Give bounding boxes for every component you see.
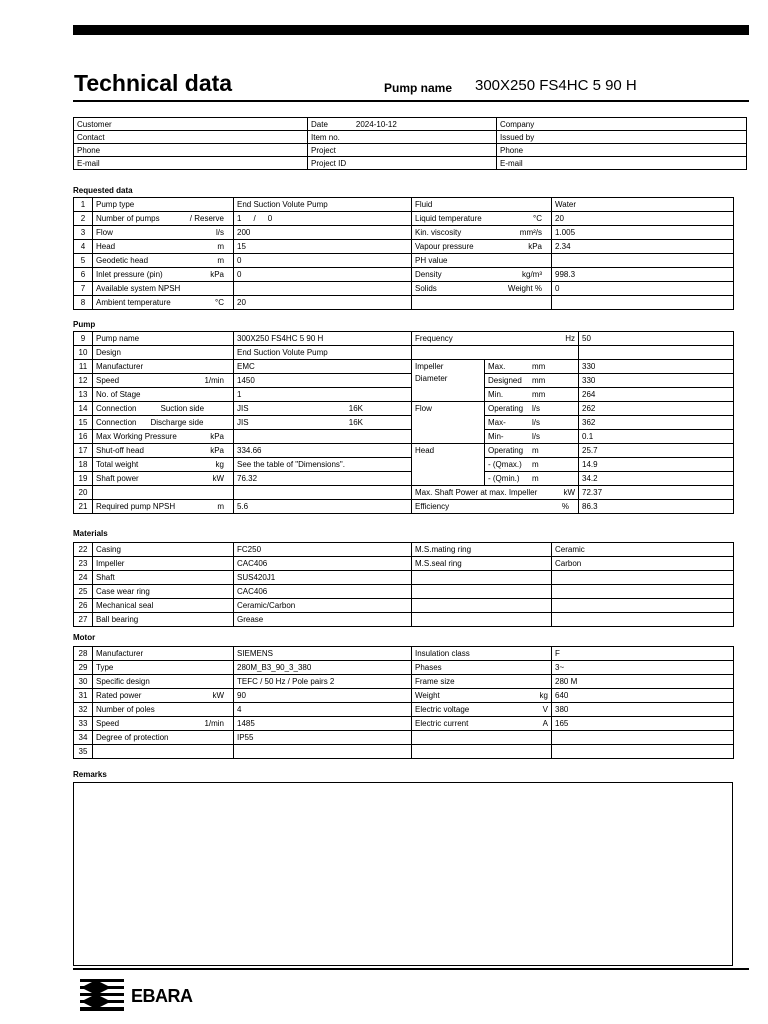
row-number: 34 — [74, 731, 93, 745]
pump-value: End Suction Volute Pump — [234, 346, 412, 360]
table-row — [74, 402, 734, 416]
head-value: 25.7 — [579, 444, 734, 458]
pump-label: kPa Shut-off head — [93, 444, 234, 458]
pump-value: 1450 — [234, 374, 412, 388]
motor-label: Degree of protection — [93, 731, 234, 745]
row-number: 15 — [74, 416, 93, 430]
row-number: 33 — [74, 717, 93, 731]
requested-right-label: Fluid — [412, 198, 552, 212]
motor-right-label: kg Weight — [412, 689, 552, 703]
table-row — [74, 458, 734, 472]
material-right-part — [412, 613, 552, 627]
table-row — [74, 416, 734, 430]
motor-right-value — [552, 745, 734, 759]
table-row — [74, 599, 734, 613]
table-row — [74, 212, 734, 226]
row-number: 13 — [74, 388, 93, 402]
impeller-sub: Min. mm — [485, 388, 579, 402]
motor-value: SIEMENS — [234, 647, 412, 661]
pump-label: m Required pump NPSH — [93, 500, 234, 514]
motor-label: Number of poles — [93, 703, 234, 717]
material-part: Impeller — [93, 557, 234, 571]
pump-value: JIS 16K — [234, 416, 412, 430]
row-number: 18 — [74, 458, 93, 472]
table-row — [74, 731, 734, 745]
header-rule — [73, 100, 749, 102]
row-number: 25 — [74, 585, 93, 599]
requested-right-label: kg/m³ Density — [412, 268, 552, 282]
table-row — [74, 346, 734, 360]
motor-right-value: 3~ — [552, 661, 734, 675]
row-number: 3 — [74, 226, 93, 240]
requested-right-label: kPa Vapour pressure — [412, 240, 552, 254]
table-row — [74, 198, 734, 212]
requested-table — [73, 197, 734, 310]
frequency-value: 50 — [579, 332, 734, 346]
material-right-value — [552, 585, 734, 599]
table-row — [74, 226, 734, 240]
material-right-value: Carbon — [552, 557, 734, 571]
motor-right-label — [412, 731, 552, 745]
table-row — [74, 360, 734, 374]
table-row — [74, 689, 734, 703]
pump-label: kg Total weight — [93, 458, 234, 472]
pump-table — [73, 331, 734, 514]
material-right-value — [552, 613, 734, 627]
row-number: 14 — [74, 402, 93, 416]
requested-label: kPa Inlet pressure (pin) — [93, 268, 234, 282]
motor-right-value: F — [552, 647, 734, 661]
pump-label: kPa Max Working Pressure — [93, 430, 234, 444]
table-row — [74, 675, 734, 689]
material-right-part: M.S.mating ring — [412, 543, 552, 557]
motor-table — [73, 646, 734, 759]
table-row — [74, 571, 734, 585]
material-right-part — [412, 571, 552, 585]
motor-value: 90 — [234, 689, 412, 703]
requested-value: 0 — [234, 268, 412, 282]
table-row — [74, 254, 734, 268]
pump-label: kW Shaft power — [93, 472, 234, 486]
pump-label: Design — [93, 346, 234, 360]
row-number: 9 — [74, 332, 93, 346]
motor-label: 1/min Speed — [93, 717, 234, 731]
pump-value — [234, 486, 412, 500]
pump-value: JIS 16K — [234, 402, 412, 416]
row-number: 6 — [74, 268, 93, 282]
table-row — [74, 745, 734, 759]
motor-right-value: 165 — [552, 717, 734, 731]
motor-right-label: V Electric voltage — [412, 703, 552, 717]
head-label: Head — [412, 444, 485, 486]
motor-value: 4 — [234, 703, 412, 717]
pump-label: No. of Stage — [93, 388, 234, 402]
motor-value — [234, 745, 412, 759]
motor-right-value: 380 — [552, 703, 734, 717]
row-number: 24 — [74, 571, 93, 585]
requested-label: m Geodetic head — [93, 254, 234, 268]
row-number: 31 — [74, 689, 93, 703]
row-number: 30 — [74, 675, 93, 689]
row-number: 20 — [74, 486, 93, 500]
row-number: 26 — [74, 599, 93, 613]
material-right-value — [552, 571, 734, 585]
pump-value: 1 — [234, 388, 412, 402]
table-row — [74, 647, 734, 661]
motor-right-label: A Electric current — [412, 717, 552, 731]
material-part: Case wear ring — [93, 585, 234, 599]
material-right-value — [552, 599, 734, 613]
section-motor: Motor — [73, 633, 96, 642]
table-row — [74, 444, 734, 458]
row-number: 10 — [74, 346, 93, 360]
row-number: 5 — [74, 254, 93, 268]
material-right-part: M.S.seal ring — [412, 557, 552, 571]
material-part: Shaft — [93, 571, 234, 585]
frequency-label: Hz Frequency — [412, 332, 579, 346]
row-number: 1 — [74, 198, 93, 212]
impeller-label: Impeller Diameter — [412, 360, 485, 402]
requested-right-value: 998.3 — [552, 268, 734, 282]
pump-label: Connection Suction side — [93, 402, 234, 416]
requested-right-value: 0 — [552, 282, 734, 296]
pump-label: Manufacturer — [93, 360, 234, 374]
table-row — [74, 240, 734, 254]
row-number: 32 — [74, 703, 93, 717]
requested-value: 20 — [234, 296, 412, 310]
requested-right-label: PH value — [412, 254, 552, 268]
requested-right-label: Weight % Solids — [412, 282, 552, 296]
motor-right-label: Phases — [412, 661, 552, 675]
ebara-logo-text: EBARA — [131, 986, 193, 1006]
materials-table — [73, 542, 734, 627]
pump-value: 76.32 — [234, 472, 412, 486]
material-part: Mechanical seal — [93, 599, 234, 613]
table-row — [74, 543, 734, 557]
row-number: 17 — [74, 444, 93, 458]
row-number: 11 — [74, 360, 93, 374]
max-shaft-value: 72.37 — [579, 486, 734, 500]
ebara-logo-icon — [80, 979, 124, 1011]
head-sub: - (Qmin.) m — [485, 472, 579, 486]
table-row — [74, 374, 734, 388]
flow-sub: Operating l/s — [485, 402, 579, 416]
section-requested: Requested data — [73, 186, 133, 195]
impeller-value: 264 — [579, 388, 734, 402]
row-number: 2 — [74, 212, 93, 226]
impeller-sub: Max. mm — [485, 360, 579, 374]
material-part: Ball bearing — [93, 613, 234, 627]
requested-right-value — [552, 254, 734, 268]
motor-label: Specific design — [93, 675, 234, 689]
requested-right-value: 1.005 — [552, 226, 734, 240]
requested-value: 1 / 0 — [234, 212, 412, 226]
motor-right-label: Insulation class — [412, 647, 552, 661]
motor-right-label: Frame size — [412, 675, 552, 689]
pump-name-value: 300X250 FS4HC 5 90 H — [475, 77, 637, 94]
material-value: CAC406 — [234, 557, 412, 571]
pump-label: 1/min Speed — [93, 374, 234, 388]
material-right-part — [412, 599, 552, 613]
row-number: 12 — [74, 374, 93, 388]
motor-value: IP55 — [234, 731, 412, 745]
requested-right-value — [552, 296, 734, 310]
material-value: CAC406 — [234, 585, 412, 599]
max-shaft-label: kW Max. Shaft Power at max. Impeller — [412, 486, 579, 500]
flow-value: 362 — [579, 416, 734, 430]
efficiency-value: 86.3 — [579, 500, 734, 514]
motor-right-value: 640 — [552, 689, 734, 703]
material-value: Grease — [234, 613, 412, 627]
motor-value: TEFC / 50 Hz / Pole pairs 2 — [234, 675, 412, 689]
table-row — [74, 717, 734, 731]
row-number: 29 — [74, 661, 93, 675]
requested-right-value: 2.34 — [552, 240, 734, 254]
efficiency-label: % Efficiency — [412, 500, 579, 514]
pump-label — [93, 486, 234, 500]
page-title: Technical data — [74, 70, 233, 96]
requested-right-label: °C Liquid temperature — [412, 212, 552, 226]
flow-sub: Min- l/s — [485, 430, 579, 444]
requested-right-label: mm²/s Kin. viscosity — [412, 226, 552, 240]
requested-label: °C Ambient temperature — [93, 296, 234, 310]
motor-value: 280M_B3_90_3_380 — [234, 661, 412, 675]
info-table: Customer Date 2024-10-12 Contact Item no. Phone Project E-mail Project ID — [73, 117, 497, 170]
requested-label: / Reserve Number of pumps — [93, 212, 234, 226]
material-value: FC250 — [234, 543, 412, 557]
pump-label: Pump name — [93, 332, 234, 346]
footer-rule — [73, 968, 749, 970]
motor-right-value — [552, 731, 734, 745]
row-number: 8 — [74, 296, 93, 310]
motor-label: Manufacturer — [93, 647, 234, 661]
row-number: 35 — [74, 745, 93, 759]
motor-label: kW Rated power — [93, 689, 234, 703]
pump-value: EMC — [234, 360, 412, 374]
head-sub: Operating m — [485, 444, 579, 458]
motor-label: Type — [93, 661, 234, 675]
table-row — [74, 486, 734, 500]
row-number: 28 — [74, 647, 93, 661]
table-row — [74, 703, 734, 717]
requested-right-value: Water — [552, 198, 734, 212]
section-materials: Materials — [73, 529, 108, 538]
table-row — [74, 388, 734, 402]
flow-value: 262 — [579, 402, 734, 416]
pump-value: See the table of "Dimensions". — [234, 458, 412, 472]
row-number: 27 — [74, 613, 93, 627]
flow-label: Flow — [412, 402, 485, 444]
head-value: 14.9 — [579, 458, 734, 472]
row-number: 7 — [74, 282, 93, 296]
requested-value: End Suction Volute Pump — [234, 198, 412, 212]
company-table: Company Issued by Phone E-mail — [496, 117, 747, 170]
requested-value: 0 — [234, 254, 412, 268]
table-row — [74, 296, 734, 310]
motor-right-label — [412, 745, 552, 759]
head-value: 34.2 — [579, 472, 734, 486]
row-number: 23 — [74, 557, 93, 571]
row-number: 19 — [74, 472, 93, 486]
motor-right-value: 280 M — [552, 675, 734, 689]
requested-label: Available system NPSH — [93, 282, 234, 296]
table-row — [74, 557, 734, 571]
table-row — [74, 613, 734, 627]
requested-value — [234, 282, 412, 296]
material-value: SUS420J1 — [234, 571, 412, 585]
table-row — [74, 282, 734, 296]
remarks-box — [73, 782, 733, 966]
row-number: 22 — [74, 543, 93, 557]
material-right-value: Ceramic — [552, 543, 734, 557]
pump-value: 300X250 FS4HC 5 90 H — [234, 332, 412, 346]
pump-value — [234, 430, 412, 444]
motor-value: 1485 — [234, 717, 412, 731]
impeller-sub: Designed mm — [485, 374, 579, 388]
material-right-part — [412, 585, 552, 599]
material-value: Ceramic/Carbon — [234, 599, 412, 613]
pump-name-label: Pump name — [384, 81, 453, 95]
requested-label: m Head — [93, 240, 234, 254]
table-row — [74, 500, 734, 514]
head-sub: - (Qmax.) m — [485, 458, 579, 472]
table-row — [74, 332, 734, 346]
table-row — [74, 585, 734, 599]
requested-right-value: 20 — [552, 212, 734, 226]
requested-value: 200 — [234, 226, 412, 240]
requested-label: Pump type — [93, 198, 234, 212]
section-pump: Pump — [73, 320, 96, 329]
table-row — [74, 430, 734, 444]
table-row — [74, 661, 734, 675]
requested-label: l/s Flow — [93, 226, 234, 240]
pump-value: 5.6 — [234, 500, 412, 514]
impeller-value: 330 — [579, 360, 734, 374]
top-bar — [73, 25, 749, 35]
flow-sub: Max- l/s — [485, 416, 579, 430]
section-remarks: Remarks — [73, 770, 107, 779]
row-number: 4 — [74, 240, 93, 254]
motor-label — [93, 745, 234, 759]
requested-value: 15 — [234, 240, 412, 254]
pump-value: 334.66 — [234, 444, 412, 458]
impeller-value: 330 — [579, 374, 734, 388]
requested-right-label — [412, 296, 552, 310]
flow-value: 0.1 — [579, 430, 734, 444]
material-part: Casing — [93, 543, 234, 557]
table-row — [74, 268, 734, 282]
table-row — [74, 472, 734, 486]
date-value: 2024-10-12 — [355, 119, 397, 129]
pump-label: Connection Discharge side — [93, 416, 234, 430]
row-number: 16 — [74, 430, 93, 444]
row-number: 21 — [74, 500, 93, 514]
